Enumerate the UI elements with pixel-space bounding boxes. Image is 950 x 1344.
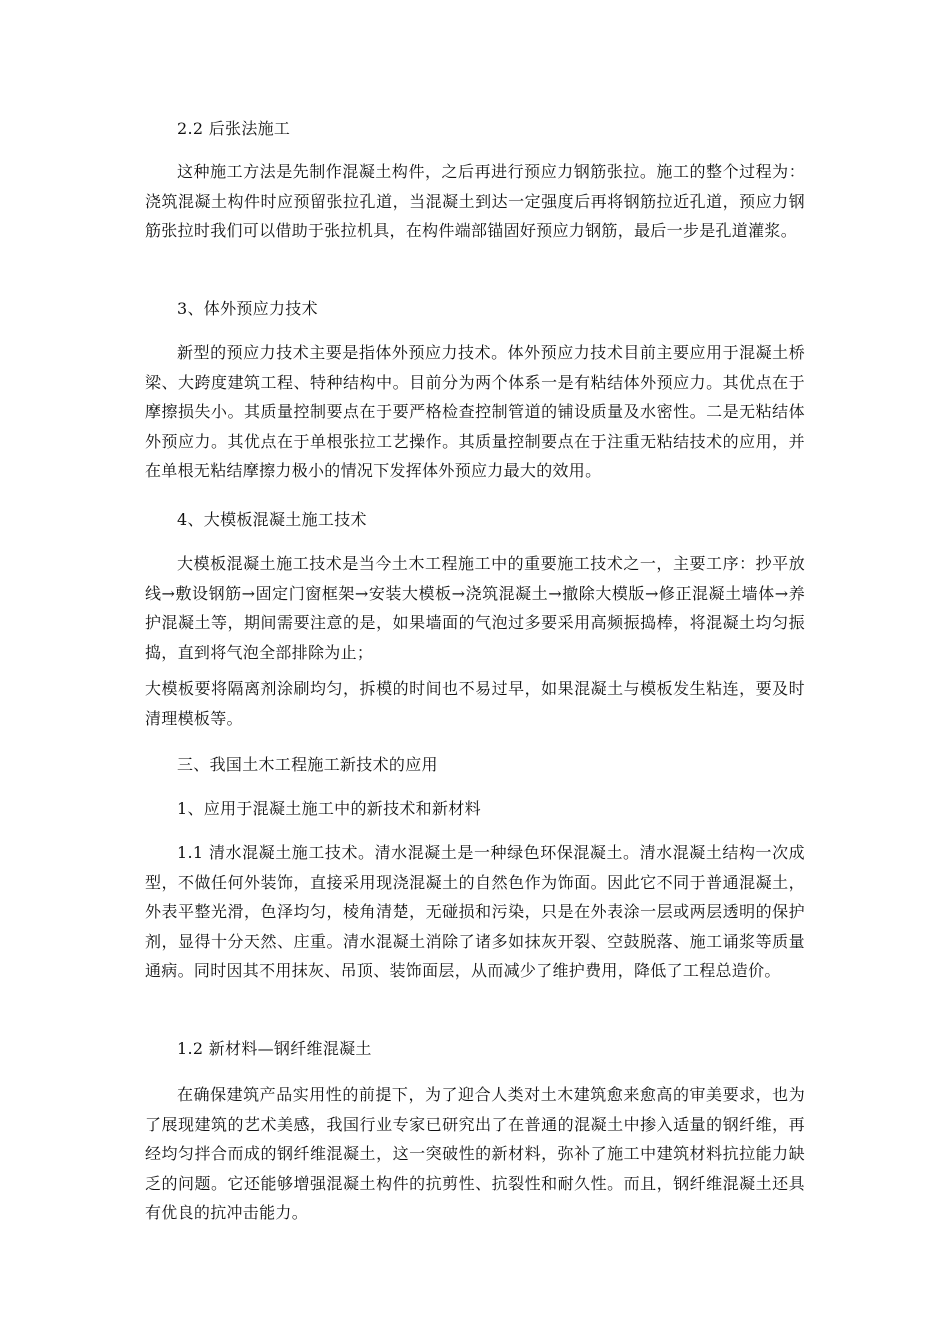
section-heading-4: 4、大模板混凝土施工技术 (177, 510, 367, 529)
paragraph-large-formwork: 大模板混凝土施工技术是当今土木工程施工中的重要施工技术之一，主要工序：抄平放线→敷设钢筋→固定门窗框架→安装大模板→浇筑混凝土→撤除大模版→修正混凝土墙体→养护混凝土等，期间需要注意的是，如果墙面的气泡过多要采用高频振捣棒，将混凝土均匀振捣，直到将气泡全部排除为止； (145, 554, 805, 662)
chapter-heading-3: 三、我国土木工程施工新技术的应用 (177, 755, 438, 774)
section-heading-2-2: 2.2 后张法施工 (177, 119, 291, 138)
paragraph-fair-faced-concrete: 1.1 清水混凝土施工技术。清水混凝土是一种绿色环保混凝土。清水混凝土结构一次成型，不做任何外装饰，直接采用现浇混凝土的自然色作为饰面。因此它不同于普通混凝土，外表平整光滑，色泽均匀，棱角清楚，无碰损和污染，只是在外表涂一层或两层透明的保护剂，显得十分天然、庄重。清水混凝土消除了诸多如抹灰开裂、空鼓脱落、施工诵浆等质量通病。同时因其不用抹灰、吊顶、装饰面层，从而减少了维护费用，降低了工程总造价。 (145, 843, 805, 980)
section-heading-1-2: 1.2 新材料—钢纤维混凝土 (177, 1039, 372, 1058)
section-heading-1: 1、应用于混凝土施工中的新技术和新材料 (177, 799, 481, 818)
paragraph-external-prestress: 新型的预应力技术主要是指体外预应力技术。体外预应力技术目前主要应用于混凝土桥梁、大跨度建筑工程、特种结构中。目前分为两个体系一是有粘结体外预应力。其优点在于摩擦损失小。其质量控制要点在于要严格检查控制管道的铺设质量及水密性。二是无粘结体外预应力。其优点在于单根张拉工艺操作。其质量控制要点在于注重无粘结技术的应用，并在单根无粘结摩擦力极小的情况下发挥体外预应力最大的效用。 (145, 343, 805, 480)
section-heading-3: 3、体外预应力技术 (177, 299, 318, 318)
paragraph-steel-fiber-concrete: 在确保建筑产品实用性的前提下，为了迎合人类对土木建筑愈来愈高的审美要求，也为了展现建筑的艺术美感，我国行业专家已研究出了在普通的混凝土中掺入适量的钢纤维，再经均匀拌合而成的钢纤维混凝土，这一突破性的新材料，弥补了施工中建筑材料抗拉能力缺乏的问题。它还能够增强混凝土构件的抗剪性、抗裂性和耐久性。而且，钢纤维混凝土还具有优良的抗冲击能力。 (145, 1085, 805, 1222)
paragraph-post-tensioning: 这种施工方法是先制作混凝土构件，之后再进行预应力钢筋张拉。施工的整个过程为：浇筑混凝土构件时应预留张拉孔道，当混凝土到达一定强度后再将钢筋拉近孔道，预应力钢筋张拉时我们可以借助于张拉机具，在构件端部锚固好预应力钢筋，最后一步是孔道灌浆。 (145, 162, 805, 240)
paragraph-formwork-release: 大模板要将隔离剂涂刷均匀，拆模的时间也不易过早，如果混凝土与模板发生粘连，要及时清理模板等。 (145, 679, 805, 728)
